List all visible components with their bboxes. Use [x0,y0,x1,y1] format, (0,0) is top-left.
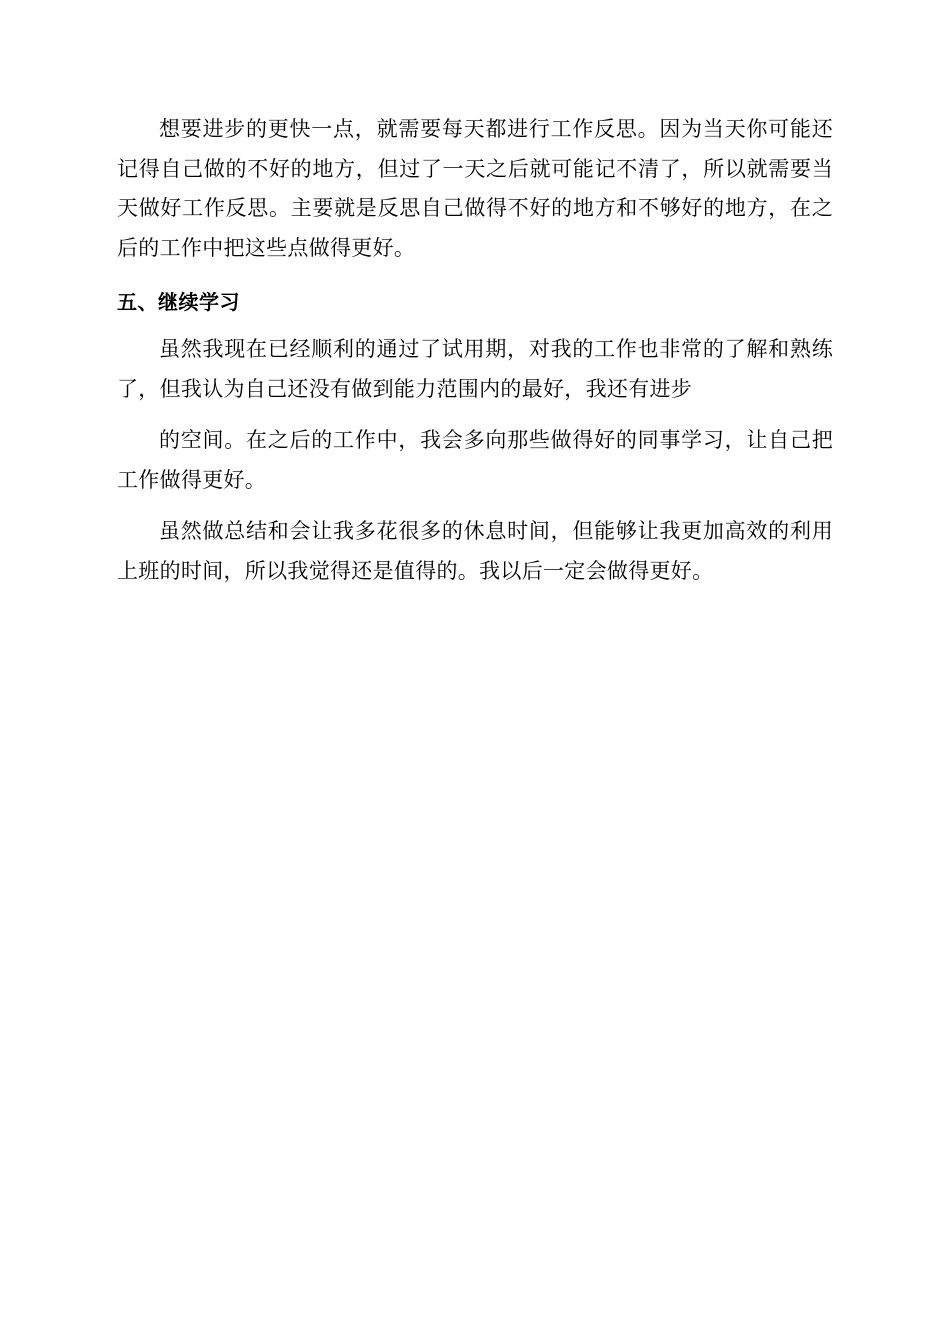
section-heading-continue-learning: 五、继续学习 [117,290,240,314]
document-body [117,110,833,591]
paragraph-learning-part-1: 虽然我现在已经顺利的通过了试用期，对我的工作也非常的了解和熟练了，但我认为自己还没有做到能力范围内的最好，我还有进步 [117,337,833,401]
paragraph-closing: 虽然做总结和会让我多花很多的休息时间，但能够让我更加高效的利用上班的时间，所以我觉得还是值得的。我以后一定会做得更好。 [117,519,833,583]
paragraph-work-reflection: 想要进步的更快一点，就需要每天都进行工作反思。因为当天你可能还记得自己做的不好的地方，但过了一天之后就可能记不清了，所以就需要当天做好工作反思。主要就是反思自己做得不好的地方和不够好的地方，在之后的工作中把这些点做得更好。 [117,117,833,260]
paragraph-learning-part-2: 的空间。在之后的工作中，我会多向那些做得好的同事学习，让自己把工作做得更好。 [117,428,833,492]
